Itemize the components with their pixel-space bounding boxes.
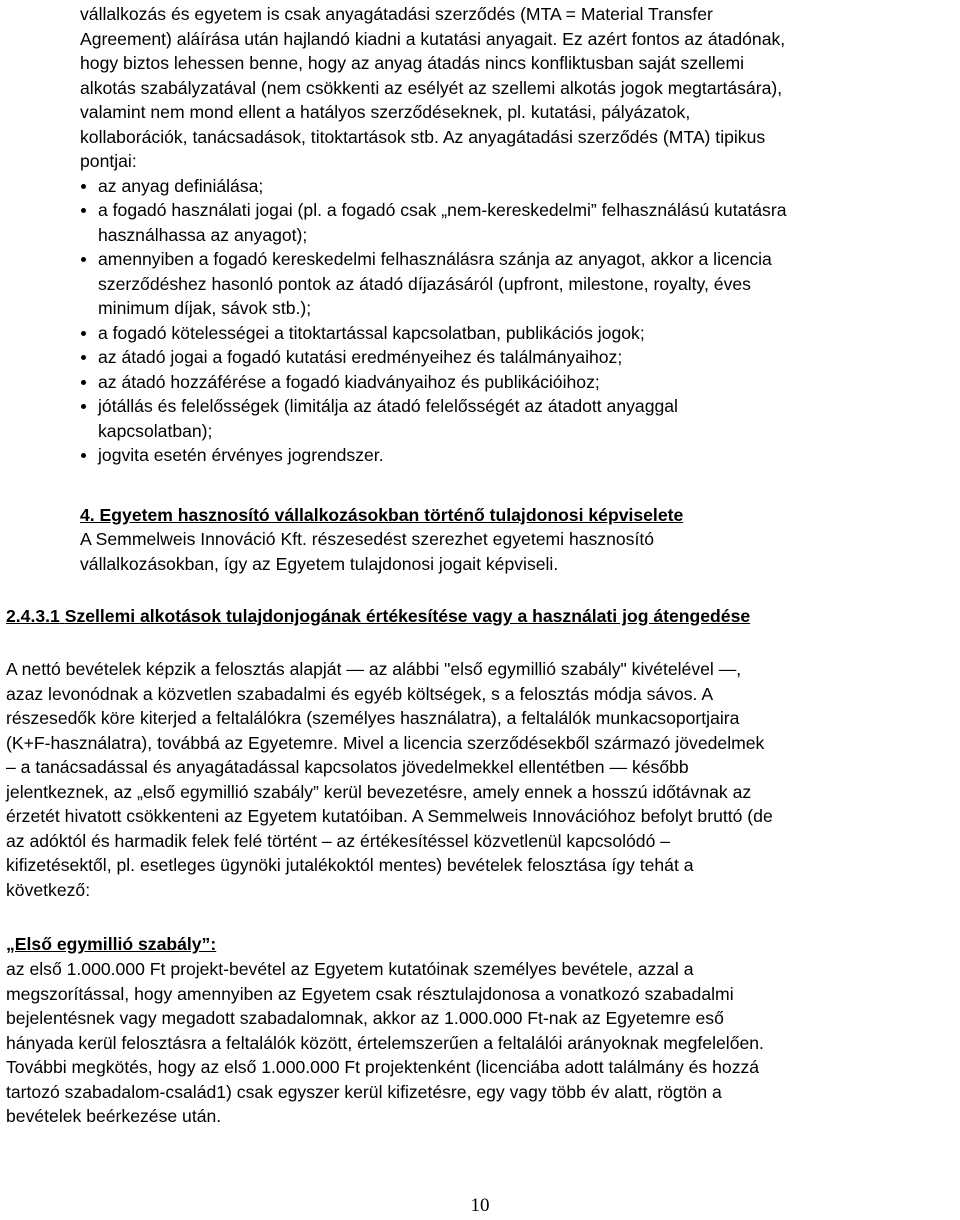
mta-points-list (80, 174, 955, 468)
list-item-text: amennyiben a fogadó kereskedelmi felhasználásra szánja az anyagot, akkor a licencia (98, 249, 772, 269)
list-item (80, 247, 955, 321)
rule-heading: „Első egymillió szabály”: (6, 934, 217, 954)
bullet-icon (81, 257, 86, 262)
section-4-body (80, 527, 940, 576)
subsection-heading (6, 604, 750, 629)
body-line: A nettó bevételek képzik a felosztás alapját — az alábbi "első egymillió szabály" kivételével —, (6, 659, 742, 679)
rule-line: bejelentésnek vagy megadott szabadalomnak, akkor az 1.000.000 Ft-nak az Egyetemre eső (6, 1008, 724, 1028)
intro-line: valamint nem mond ellent a hatályos szerződéseknek, pl. kutatási, pályázatok, (80, 102, 691, 122)
list-item-text: az átadó jogai a fogadó kutatási eredményeihez és találmányaihoz; (98, 347, 623, 367)
page-number: 10 (470, 1195, 490, 1216)
list-item-text: az anyag definiálása; (98, 175, 264, 196)
list-item-text: az átadó hozzáférése a fogadó kiadványaihoz és publikációihoz; (98, 371, 600, 392)
list-item (80, 443, 955, 468)
body-line: az adóktól és harmadik felek felé történt – az értékesítéssel közvetlenül kapcsolódó – (6, 830, 671, 851)
bullet-icon (81, 208, 86, 213)
intro-line: hogy biztos lehessen benne, hogy az anyag átadás nincs konfliktusban saját szellemi (80, 53, 745, 73)
bullet-icon (81, 331, 86, 336)
list-item-text: kapcsolatban); (98, 420, 213, 441)
intro-line: alkotás szabályzatával (nem csökkenti az esélyét az szellemi alkotás jogok megtartására), (80, 77, 783, 98)
subsection-number: 2.4.3.1 (6, 606, 60, 626)
rule-line: További megkötés, hogy az első 1.000.000 Ft projektenként (licenciába adott találmány és hozzá (6, 1057, 760, 1077)
rule-line: hányada kerül felosztásra a feltalálók között, értelemszerűen a feltalálói arányoknak megfelelően. (6, 1032, 764, 1053)
body-paragraph (6, 657, 956, 902)
bullet-icon (81, 404, 86, 409)
intro-line: Agreement) aláírása után hajlandó kiadni a kutatási anyagait. Ez azért fontos az átadónak, (80, 28, 786, 49)
rule-line: tartozó szabadalom-család1) csak egyszer kerül kifizetésre, egy vagy több év alatt, rögtön a (6, 1081, 722, 1102)
intro-line: kollaborációk, tanácsadások, titoktartások stb. Az anyagátadási szerződés (MTA) tipikus (80, 126, 766, 147)
bullet-icon (81, 184, 86, 189)
rule-line: az első 1.000.000 Ft projekt-bevétel az Egyetem kutatóinak személyes bevétele, azzal a (6, 959, 694, 979)
bullet-icon (81, 453, 86, 458)
list-item (80, 370, 955, 395)
bullet-icon (81, 355, 86, 360)
body-line: kifizetésektől, pl. esetleges ügynöki jutalékoktól mentes) bevételek felosztása így tehát a (6, 855, 694, 875)
body-line: következő: (6, 879, 91, 900)
list-item-text: jótállás és felelősségek (limitálja az átadó felelősségét az átadott anyaggal (98, 396, 678, 416)
subsection-title: Szellemi alkotások tulajdonjogának értékesítése vagy a használati jog átengedése (64, 606, 751, 626)
list-item (80, 198, 955, 247)
intro-paragraph (80, 2, 955, 468)
list-item-text: a fogadó kötelességei a titoktartással kapcsolatban, publikációs jogok; (98, 322, 645, 343)
intro-line: pontjai: (80, 151, 137, 171)
list-item (80, 321, 955, 346)
body-line: azaz levonódnak a közvetlen szabadalmi és egyéb költségek, s a felosztás módja sávos. A (6, 683, 714, 704)
body-line: (K+F-használatra), továbbá az Egyetemre. Mivel a licencia szerződésekből származó jövedelmek (6, 732, 765, 753)
rule-line: bevételek beérkezése után. (6, 1106, 222, 1126)
list-item-text: jogvita esetén érvényes jogrendszer. (98, 445, 384, 465)
list-item (80, 174, 955, 199)
list-item-text: szerződéshez hasonló pontok az átadó díjazásáról (upfront, milestone, royalty, éves (98, 273, 751, 294)
section-4-line: vállalkozásokban, így az Egyetem tulajdonosi jogait képviseli. (80, 553, 559, 574)
body-line: – a tanácsadással és anyagátadással kapcsolatos jövedelmekkel ellentétben — később (6, 757, 689, 777)
intro-line: vállalkozás és egyetem is csak anyagátadási szerződés (MTA = Material Transfer (80, 4, 713, 24)
list-item (80, 394, 955, 443)
bullet-icon (81, 380, 86, 385)
body-line: jelentkeznek, az „első egymillió szabály” kerül bevezetésre, amely ennek a hosszú időtávnak az (6, 781, 752, 802)
section-4-line: A Semmelweis Innováció Kft. részesedést szerezhet egyetemi hasznosító (80, 529, 655, 549)
body-line: részesedők köre kiterjed a feltalálókra (személyes használatra), a feltalálók munkacsoportjaira (6, 708, 740, 728)
list-item-text: a fogadó használati jogai (pl. a fogadó csak „nem-kereskedelmi” felhasználású kutatásra (98, 200, 787, 220)
list-item-text: használhassa az anyagot); (98, 224, 308, 245)
section-4-heading: 4. Egyetem hasznosító vállalkozásokban történő tulajdonosi képviselete (80, 505, 684, 525)
list-item (80, 345, 955, 370)
body-line: érzetét hivatott csökkenteni az Egyetem kutatóiban. A Semmelweis Innovációhoz befolyt bruttó (de (6, 806, 773, 826)
rule-paragraph (6, 957, 956, 1129)
rule-line: megszorítással, hogy amennyiben az Egyetem csak résztulajdonosa a vonatkozó szabadalmi (6, 983, 734, 1004)
list-item-text: minimum díjak, sávok stb.); (98, 298, 312, 318)
